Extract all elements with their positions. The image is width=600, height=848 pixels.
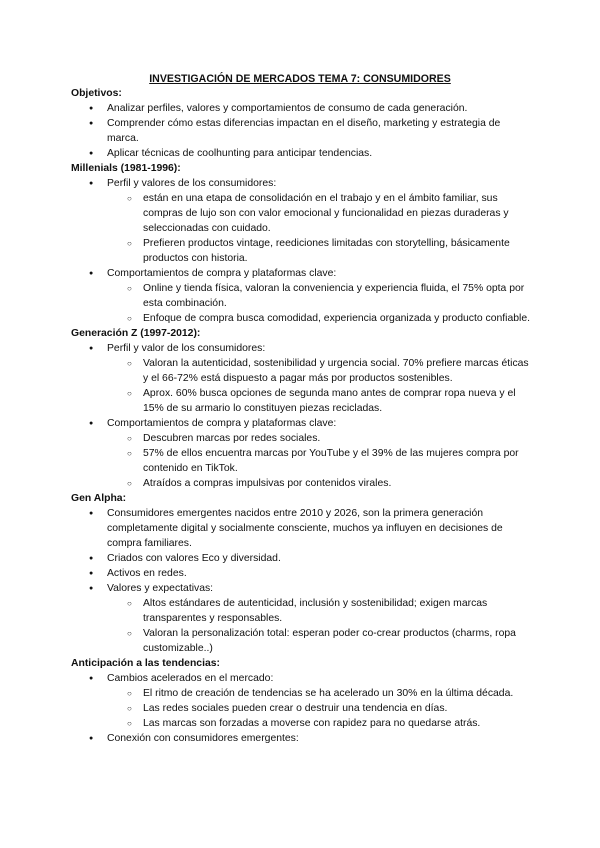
sub-bullet-item: ○ Prefieren productos vintage, reediciones limitadas con storytelling, básicamente productos con historia. — [107, 236, 531, 266]
bullet-item — [71, 146, 531, 161]
section-heading: Gen Alpha: — [71, 493, 127, 504]
bullet-text: Perfil y valor de los consumidores: — [107, 343, 266, 354]
bullet-list — [71, 101, 531, 161]
sub-bullet-list — [107, 686, 531, 731]
bullet-text: Aplicar técnicas de coolhunting para anticipar tendencias. — [107, 148, 373, 159]
bullet-item — [71, 416, 531, 491]
document-title: INVESTIGACIÓN DE MERCADOS TEMA 7: CONSUMIDORES — [149, 73, 451, 85]
sub-bullet-item: ○ 57% de ellos encuentra marcas por YouTube y el 39% de las mujeres compra por contenido en TikTok. — [107, 446, 531, 476]
section-heading: Anticipación a las tendencias: — [71, 658, 220, 669]
sub-bullet-item: ○ Valoran la personalización total: esperan poder co-crear productos (charms, ropa customizable..) — [107, 626, 531, 656]
bullet-item — [71, 341, 531, 416]
sub-bullet-item: ○ Valoran la autenticidad, sostenibilidad y urgencia social. 70% prefiere marcas éticas y el 66-72% está dispuesto a pagar más por productos sostenibles. — [107, 356, 531, 386]
sub-bullet-list — [107, 281, 531, 326]
bullet-text: Valores y expectativas: — [107, 583, 214, 594]
bullet-text: Cambios acelerados en el mercado: — [107, 673, 274, 684]
bullet-item — [71, 176, 531, 266]
bullet-text: Comprender cómo estas diferencias impactan en el diseño, marketing y estrategia de marca. — [107, 118, 501, 144]
sub-bullet-item: ○ Enfoque de compra busca comodidad, experiencia organizada y producto confiable. — [107, 311, 531, 326]
sub-bullet-item: ○ Online y tienda física, valoran la conveniencia y experiencia fluida, el 75% opta por esta combinación. — [107, 281, 531, 311]
bullet-item — [71, 671, 531, 731]
bullet-item — [71, 266, 531, 326]
sub-bullet-item: ○ Las redes sociales pueden crear o destruir una tendencia en días. — [107, 701, 531, 716]
bullet-text: Conexión con consumidores emergentes: — [107, 733, 299, 744]
bullet-item — [71, 506, 531, 551]
bullet-text: Comportamientos de compra y plataformas clave: — [107, 418, 337, 429]
sub-bullet-list — [107, 191, 531, 266]
section-heading: Objetivos: — [71, 88, 122, 99]
bullet-text: Consumidores emergentes nacidos entre 2010 y 2026, son la primera generación completamente digital y socialmente consciente, muchos ya influyen en decisiones de compra familiares. — [107, 508, 503, 549]
bullet-list — [71, 341, 531, 491]
sub-bullet-item: ○ Altos estándares de autenticidad, inclusión y sostenibilidad; exigen marcas transparentes y responsables. — [107, 596, 531, 626]
bullet-text: Comportamientos de compra y plataformas clave: — [107, 268, 337, 279]
section-heading: Millenials (1981-1996): — [71, 163, 181, 174]
sub-bullet-item: ○ Aprox. 60% busca opciones de segunda mano antes de comprar ropa nueva y el 15% de su armario lo constituyen piezas recicladas. — [107, 386, 531, 416]
section-heading: Generación Z (1997-2012): — [71, 328, 201, 339]
sub-bullet-item: ○ Atraídos a compras impulsivas por contenidos virales. — [107, 476, 531, 491]
bullet-item — [71, 581, 531, 656]
sub-bullet-list — [107, 356, 531, 416]
sub-bullet-item: ○ están en una etapa de consolidación en el trabajo y en el ámbito familiar, sus compras de lujo son con valor emocional y funcionalidad en piezas duraderas y seleccionadas con cuidado. — [107, 191, 531, 236]
bullet-item — [71, 101, 531, 116]
sub-bullet-item: ○ Descubren marcas por redes sociales. — [107, 431, 531, 446]
sub-bullet-item: ○ El ritmo de creación de tendencias se ha acelerado un 30% en la última década. — [107, 686, 531, 701]
sub-bullet-list — [107, 596, 531, 656]
bullet-text: Analizar perfiles, valores y comportamientos de consumo de cada generación. — [107, 103, 468, 114]
sub-bullet-list — [107, 431, 531, 491]
bullet-list — [71, 506, 531, 656]
bullet-text: Activos en redes. — [107, 568, 187, 579]
bullet-list — [71, 176, 531, 326]
bullet-item — [71, 116, 531, 146]
sub-bullet-item: ○ Las marcas son forzadas a moverse con rapidez para no quedarse atrás. — [107, 716, 531, 731]
bullet-list — [71, 671, 531, 746]
bullet-item — [71, 551, 531, 566]
document-body — [71, 86, 531, 746]
bullet-item — [71, 566, 531, 581]
bullet-text: Criados con valores Eco y diversidad. — [107, 553, 281, 564]
bullet-text: Perfil y valores de los consumidores: — [107, 178, 277, 189]
bullet-item — [71, 731, 531, 746]
